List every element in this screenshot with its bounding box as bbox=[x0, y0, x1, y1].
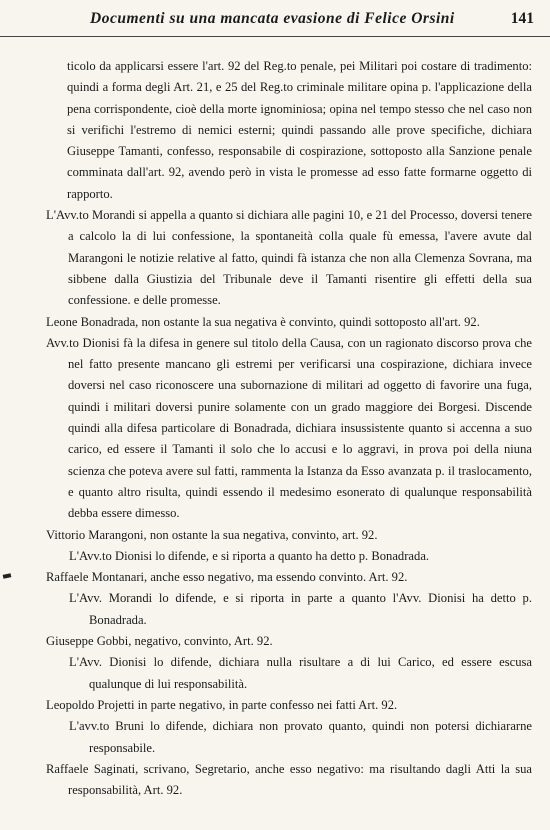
paragraph-continuation: ticolo da applicarsi essere l'art. 92 del Reg.to penale, pei Militari poi costare di tradimento: quindi a forma degli Art. 21, e 25 del Reg.to criminale militare opina p. l'applicazione della pena corrispondente, cioè della morte ignominiosa; opina nel tempo stesso che nel caso non si verifichi l'estremo di nemici esterni; quindi passando alle prove specifiche, dichiara Giuseppe Tamanti, confesso, responsabile di cospirazione, sottoposto alla Sanzione penale comminata dall'art. 92, avendo però in vista le promesse ad esso fatte formarne oggetto di rapporto. bbox=[67, 59, 532, 201]
header-rule bbox=[0, 36, 550, 37]
page-number: 141 bbox=[510, 10, 534, 27]
paragraph-marangoni: Vittorio Marangoni, non ostante la sua negativa, convinto, art. 92. bbox=[46, 527, 378, 542]
body-text bbox=[0, 56, 550, 801]
paragraph-saginati: Raffaele Saginati, scrivano, Segretario, anche esso negativo: ma risultando dagli Atti la sua responsabilità, Art. 92. bbox=[46, 761, 532, 798]
paragraph-morandi-tamanti: L'Avv.to Morandi si appella a quanto si dichiara alle pagini 10, e 21 del Processo, doversi tenere a calcolo la di lui confessione, la spontaneità colla quale fù emessa, l'avere avute dal Marangoni le notizie relative al fatto, quindi fà istanza che non alla Clemenza Sovrana, ma sibbene dalla Giustizia del Tribunale deve il Tamanti risentire gli effetti della sua confessione. e delle promesse. bbox=[46, 208, 532, 308]
paragraph-montanari: Raffaele Montanari, anche esso negativo, ma essendo convinto. Art. 92. bbox=[46, 570, 408, 585]
paragraph-marangoni-defense: L'Avv.to Dionisi lo difende, e si riporta a quanto ha detto p. Bonadrada. bbox=[69, 548, 430, 563]
paragraph-bonadrada: Leone Bonadrada, non ostante la sua negativa è convinto, quindi sottoposto all'art. 92. bbox=[46, 314, 480, 329]
paragraph-montanari-defense: L'Avv. Morandi lo difende, e si riporta in parte a quanto l'Avv. Dionisi ha detto p. Bonadrada. bbox=[69, 591, 532, 627]
paragraph-gobbi: Giuseppe Gobbi, negativo, convinto, Art. 92. bbox=[46, 634, 273, 649]
paragraph-projetti: Leopoldo Projetti in parte negativo, in parte confesso nei fatti Art. 92. bbox=[46, 697, 398, 712]
paragraph-dionisi-defense: Avv.to Dionisi fà la difesa in genere sul titolo della Causa, con un ragionato discorso prova che nel fatto presente mancano gli estremi per verificarsi una cospirazione, dichiara invece doversi nel caso riconoscere una subornazione di militari ad oggetto di favorire una fuga, quindi i militari doversi punire solamente con un grado maggiore dei Borgesi. Discende quindi alla difesa particolare di Bonadrada, dichiara insussistente quanto si accenna a suo carico, ed essere il Tamanti il solo che lo accusi e lo aggravi, in prova poi della niuna scienza che poteva avere sul fatti, rammenta la Istanza da Esso avanzata p. il traslocamento, e quanto altro risulta, quindi essendo il medesimo esonerato di qualunque responsabilità debba essere dimesso. bbox=[46, 335, 532, 521]
running-title: Documenti su una mancata evasione di Felice Orsini bbox=[90, 10, 455, 27]
page-header bbox=[90, 10, 534, 32]
paragraph-projetti-defense: L'avv.to Bruni lo difende, dichiara non provato quanto, quindi non potersi dichiararne responsabile. bbox=[69, 719, 532, 755]
paragraph-gobbi-defense: L'Avv. Dionisi lo difende, dichiara nulla risultare a di lui Carico, ed essere escusa qualunque di lui responsabilità. bbox=[69, 655, 532, 691]
